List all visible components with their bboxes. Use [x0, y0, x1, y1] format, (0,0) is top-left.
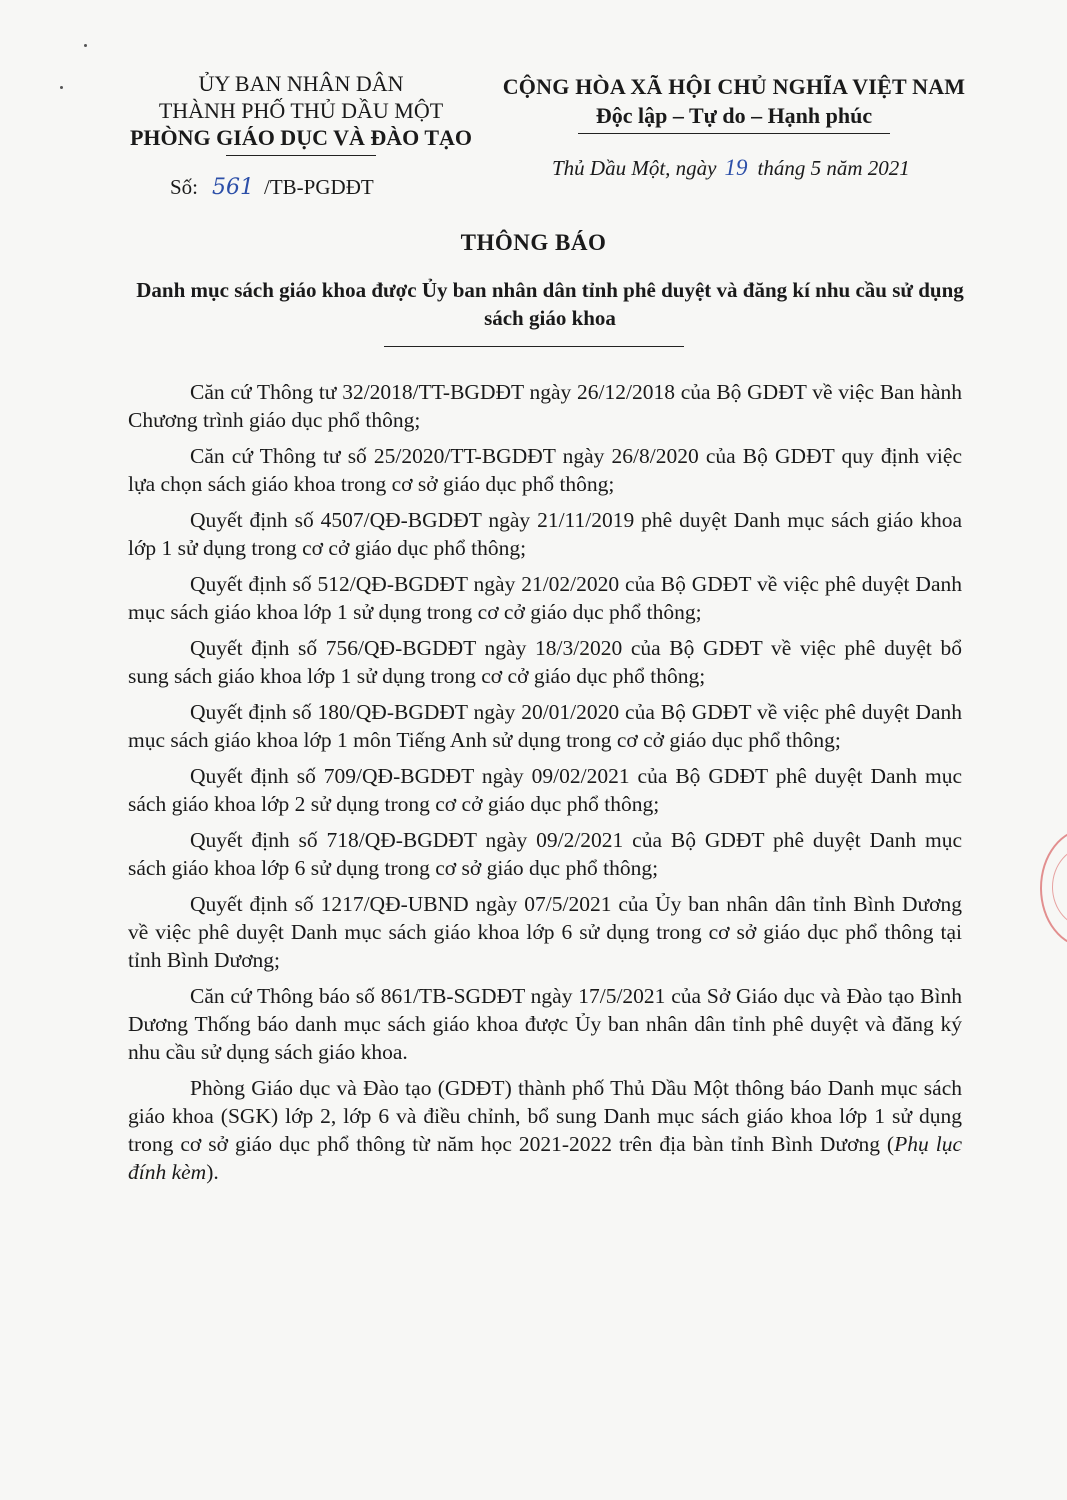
- document-number: [170, 175, 374, 200]
- document-number-prefix: Số:: [170, 175, 199, 199]
- issuing-agency-header: [112, 70, 490, 156]
- title-divider: [384, 346, 684, 347]
- agency-line-3: PHÒNG GIÁO DỤC VÀ ĐÀO TẠO: [129, 125, 473, 150]
- national-motto: Độc lập – Tự do – Hạnh phúc: [595, 103, 873, 128]
- document-body: [128, 378, 962, 1194]
- body-paragraph: Quyết định số 1217/QĐ-UBND ngày 07/5/2021 của Ủy ban nhân dân tỉnh Bình Dương về việc phê duyệt Danh mục sách giáo khoa lớp 6 sử dụng trong cơ sở giáo dục phổ thông tại tỉnh Bình Dương;: [128, 892, 962, 972]
- document-title: THÔNG BÁO: [460, 230, 607, 255]
- date-month-year: tháng 5 năm 2021: [757, 156, 910, 180]
- scan-speck: [84, 44, 87, 47]
- country-name: CỘNG HÒA XÃ HỘI CHỦ NGHĨA VIỆT NAM: [502, 74, 966, 99]
- national-motto-header: [484, 72, 984, 134]
- body-paragraph: Căn cứ Thông báo số 861/TB-SGDĐT ngày 17/5/2021 của Sở Giáo dục và Đào tạo Bình Dương Thống báo danh mục sách giáo khoa được Ủy ban nhân dân tỉnh phê duyệt và đăng ký nhu cầu sử dụng sách giáo khoa.: [128, 984, 962, 1064]
- date-place: Thủ Dầu Một, ngày: [552, 156, 717, 180]
- body-paragraph: Quyết định số 180/QĐ-BGDĐT ngày 20/01/2020 của Bộ GDĐT về việc phê duyệt Danh mục sách giáo khoa lớp 1 môn Tiếng Anh sử dụng trong cơ cở giáo dục phổ thông;: [128, 700, 962, 752]
- final-text: Phòng Giáo dục và Đào tạo (GDĐT) thành phố Thủ Dầu Một thông báo Danh mục sách giáo khoa (SGK) lớp 2, lớp 6 và điều chỉnh, bổ sung Danh mục sách giáo khoa lớp 1 sử dụng trong cơ sở giáo dục phổ thông từ năm học 2021-2022 trên địa bàn tỉnh Bình Dương (: [128, 1076, 962, 1156]
- body-paragraph: Quyết định số 718/QĐ-BGDĐT ngày 09/2/2021 của Bộ GDĐT phê duyệt Danh mục sách giáo khoa lớp 6 sử dụng trong cơ sở giáo dục phổ thông;: [128, 828, 962, 880]
- body-paragraph: Căn cứ Thông tư 32/2018/TT-BGDĐT ngày 26/12/2018 của Bộ GDĐT về việc Ban hành Chương trình giáo dục phổ thông;: [128, 380, 962, 432]
- body-paragraph-final: [128, 1074, 962, 1186]
- document-number-suffix: /TB-PGDĐT: [264, 175, 374, 199]
- final-end: ).: [206, 1160, 219, 1184]
- scan-speck: [60, 86, 63, 89]
- body-paragraph: Quyết định số 512/QĐ-BGDĐT ngày 21/02/2020 của Bộ GDĐT về việc phê duyệt Danh mục sách giáo khoa lớp 1 sử dụng trong cơ cở giáo dục phổ thông;: [128, 572, 962, 624]
- document-number-handwritten: 561: [212, 175, 255, 200]
- body-paragraph: Quyết định số 4507/QĐ-BGDĐT ngày 21/11/2019 phê duyệt Danh mục sách giáo khoa lớp 1 sử dụng trong cơ cở giáo dục phổ thông;: [128, 508, 962, 560]
- document-subtitle: Danh mục sách giáo khoa được Ủy ban nhân dân tỉnh phê duyệt và đăng kí nhu cầu sử dụng sách giáo khoa: [136, 278, 964, 330]
- agency-line-1: ỦY BAN NHÂN DÂN: [198, 71, 404, 96]
- body-paragraph: Căn cứ Thông tư số 25/2020/TT-BGDĐT ngày 26/8/2020 của Bộ GDĐT quy định việc lựa chọn sách giáo khoa trong cơ sở giáo dục phổ thông;: [128, 444, 962, 496]
- motto-underline: [578, 133, 890, 134]
- agency-line-2: THÀNH PHỐ THỦ DẦU MỘT: [158, 98, 444, 123]
- agency-underline: [226, 155, 376, 156]
- date-day-handwritten: 19: [724, 155, 748, 180]
- body-paragraph: Quyết định số 756/QĐ-BGDĐT ngày 18/3/2020 của Bộ GDĐT về việc phê duyệt bổ sung sách giáo khoa lớp 1 sử dụng trong cơ cở giáo dục phổ thông;: [128, 636, 962, 688]
- body-paragraph: Quyết định số 709/QĐ-BGDĐT ngày 09/02/2021 của Bộ GDĐT phê duyệt Danh mục sách giáo khoa lớp 2 sử dụng trong cơ cở giáo dục phổ thông;: [128, 764, 962, 816]
- place-date-line: [552, 155, 910, 181]
- appendix-reference: Phụ lục đính kèm: [128, 1132, 962, 1184]
